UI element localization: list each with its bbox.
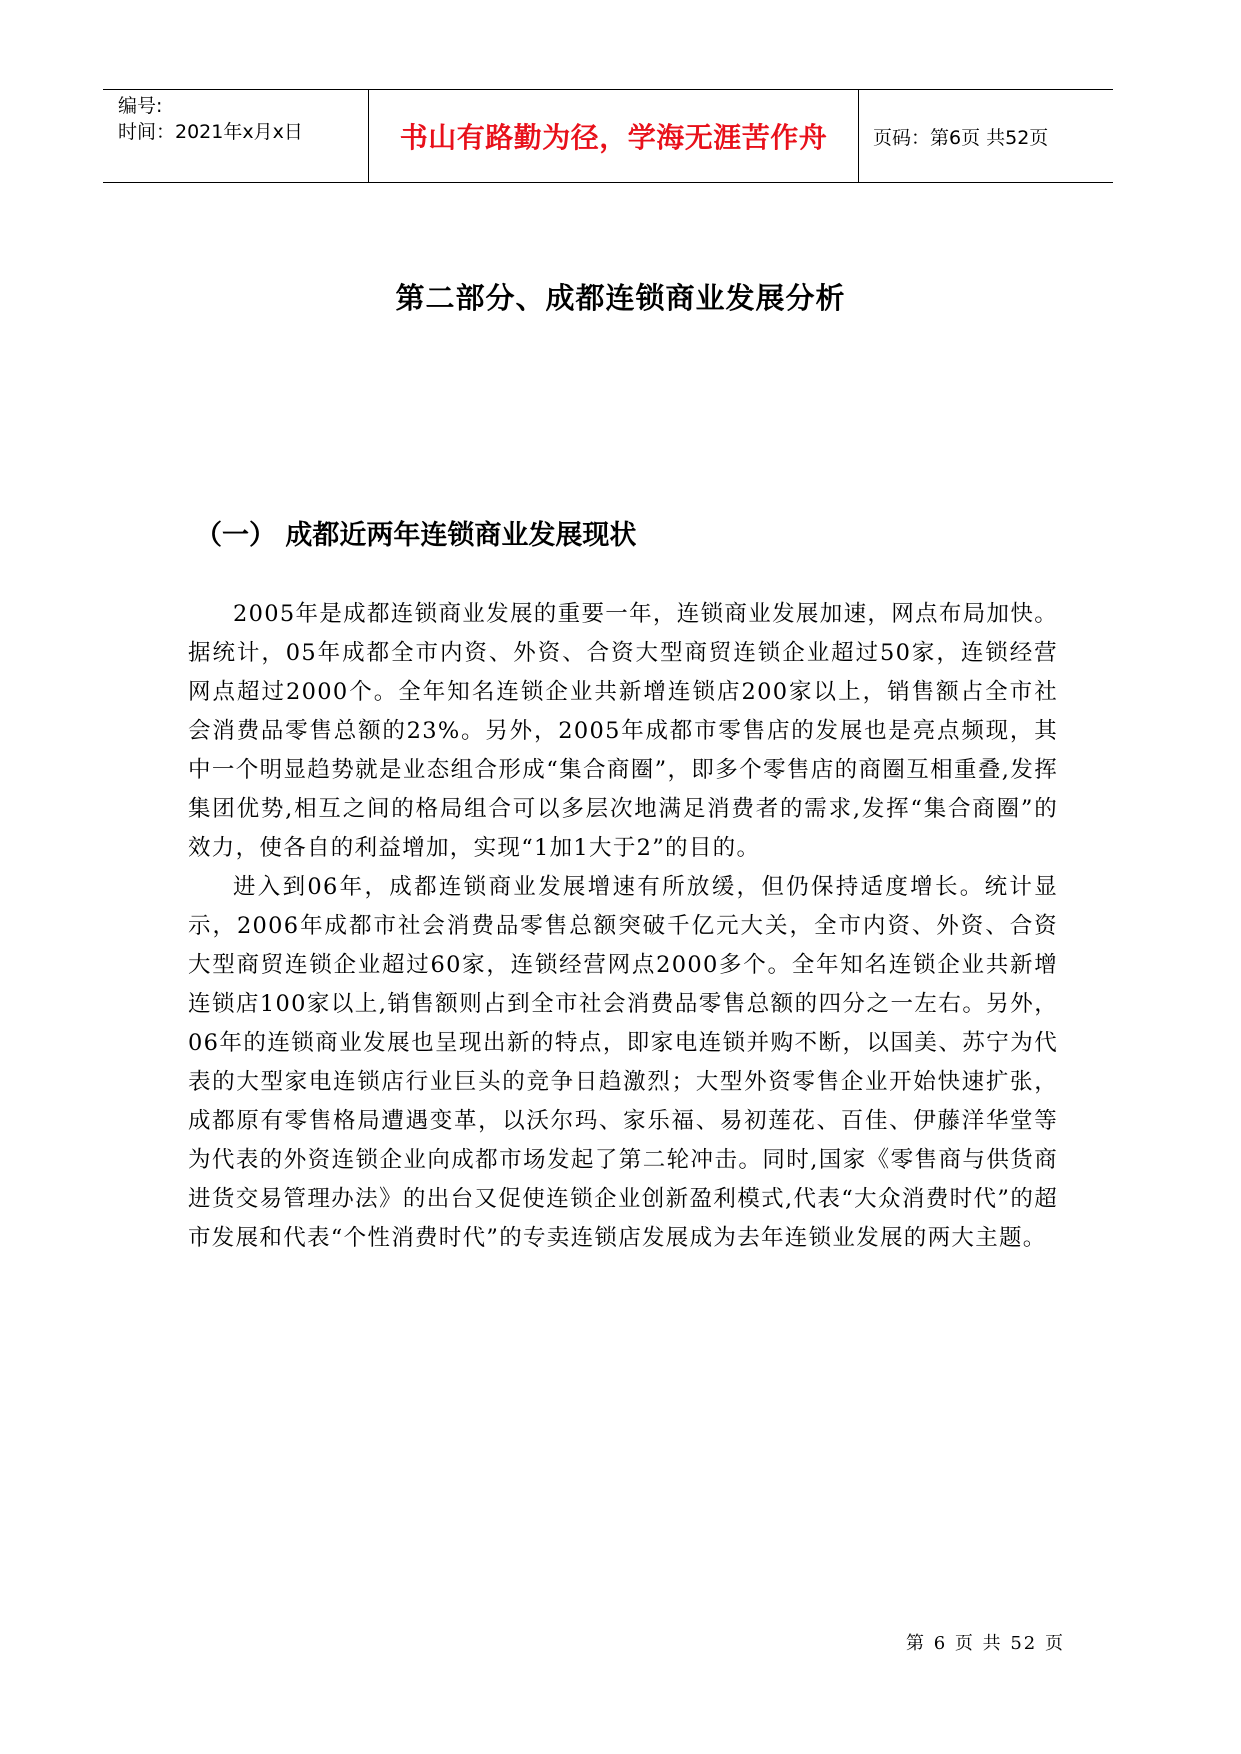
page-footer: 第 6 页 共 52 页 — [906, 1633, 1065, 1654]
body-text — [188, 595, 1058, 1258]
paragraph: 进入到06年，成都连锁商业发展增速有所放缓，但仍保持适度增长。统计显示，2006年成都市社会消费品零售总额突破千亿元大关，全市内资、外资、合资大型商贸连锁企业超过60家，连锁经营网点2000多个。全年知名连锁企业共新增连锁店100家以上,销售额则占到全市社会消费品零售总额的四分之一左右。另外，06年的连锁商业发展也呈现出新的特点，即家电连锁并购不断，以国美、苏宁为代表的大型家电连锁店行业巨头的竞争日趋激烈；大型外资零售企业开始快速扩张，成都原有零售格局遭遇变革，以沃尔玛、家乐福、易初莲花、百佳、伊藤洋华堂等为代表的外资连锁企业向成都市场发起了第二轮冲击。同时,国家《零售商与供货商进货交易管理办法》的出台又促使连锁企业创新盈利模式,代表“大众消费时代”的超市发展和代表“个性消费时代”的专卖连锁店发展成为去年连锁业发展的两大主题。 — [188, 874, 1058, 1251]
document-title: 第二部分、成都连锁商业发展分析 — [395, 281, 846, 315]
section-heading: （一） 成都近两年连锁商业发展现状 — [195, 520, 637, 551]
date-label: 时间：2021年x月x日 — [118, 121, 303, 143]
serial-number-label: 编号: — [118, 95, 163, 117]
paragraph: 2005年是成都连锁商业发展的重要一年，连锁商业发展加速，网点布局加快。据统计，05年成都全市内资、外资、合资大型商贸连锁企业超过50家，连锁经营网点超过2000个。全年知名连锁企业共新增连锁店200家以上，销售额占全市社会消费品零售总额的23%。另外，2005年成都市零售店的发展也是亮点频现，其中一个明显趋势就是业态组合形成“集合商圈”，即多个零售店的商圈互相重叠,发挥集团优势,相互之间的格局组合可以多层次地满足消费者的需求,发挥“集合商圈”的效力，使各自的利益增加，实现“1加1大于2”的目的。 — [188, 601, 1058, 861]
header-motto: 书山有路勤为径，学海无涯苦作舟 — [369, 90, 859, 182]
header-page-info: 页码：第6页 共52页 — [873, 126, 1049, 149]
header-meta-cell — [103, 90, 369, 182]
header-table — [103, 89, 1113, 183]
